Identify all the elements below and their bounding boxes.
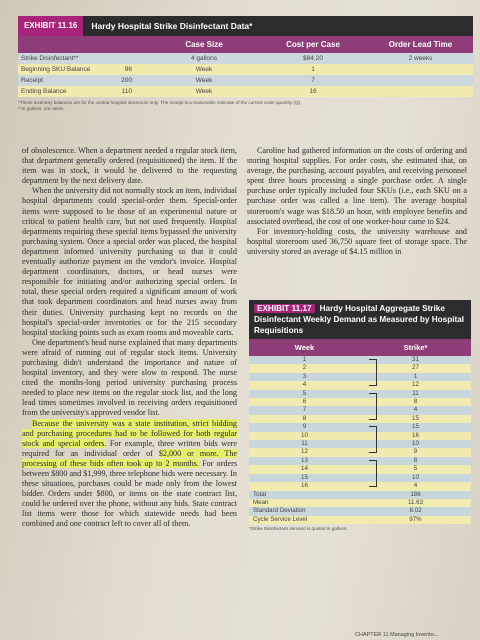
- table-row: [249, 482, 471, 490]
- summary-label: Mean: [249, 499, 360, 507]
- table-header: Week: [249, 339, 360, 356]
- row-label: Beginning SKU Balance: [18, 64, 98, 75]
- table-row: [249, 432, 471, 440]
- table-row: [18, 75, 473, 86]
- week-cell: 1: [249, 356, 360, 364]
- week-cell: 4: [249, 381, 360, 389]
- strike-cell: 31: [360, 356, 471, 364]
- strike-cell: 15: [360, 415, 471, 423]
- table-row: [249, 364, 471, 372]
- summary-value: 97%: [360, 516, 471, 524]
- summary-label: Cycle Service Level: [249, 516, 360, 524]
- table-header-row: [249, 339, 471, 356]
- week-cell: 15: [249, 474, 360, 482]
- table-row: [249, 356, 471, 364]
- exhibit-11-17-title: Hardy Hospital Aggregate Strike Disinfectant Weekly Demand as Measured by Hospital Requisitions: [254, 304, 465, 335]
- table-header: Strike*: [360, 339, 471, 356]
- table-header: Case Size: [150, 36, 258, 53]
- exhibit-11-17-table: [249, 339, 471, 524]
- summary-label: Standard Deviation: [249, 507, 360, 515]
- page-footer: CHAPTER 11 Managing Invento...: [355, 632, 439, 638]
- exhibit-11-17-tag: EXHIBIT 11.17: [254, 304, 315, 313]
- strike-cell: 27: [360, 364, 471, 372]
- strike-cell: 15: [360, 423, 471, 431]
- strike-cell: 10: [360, 474, 471, 482]
- table-cell: 16: [258, 86, 368, 97]
- strike-cell: 11: [360, 390, 471, 398]
- week-cell: 5: [249, 390, 360, 398]
- paragraph: Caroline had gathered information on the costs of ordering and storing hospital supplies. For order costs, she estimated that, on average, the purchasing, account payables, and receiving personnel spent three hours processing a single purchase order. A single purchase order typically included four SKUs (i.e., each SKU on a purchase order was called a line item). The average hospital storeroom's wage was $18.50 an hour, with employee benefits and associated overhead, the cost of one worker-hour came to $24.: [247, 146, 467, 226]
- exhibit-11-17-footnote: *Strike Disinfectant demand is quoted in gallons.: [249, 526, 348, 532]
- footnote-line: *These inventory balances are for the central hospital storeroom only. The receipt is a reasonable estimate of the current order quantity (Q).: [18, 100, 302, 105]
- table-row: [249, 373, 471, 381]
- table-cell: $84.20: [258, 53, 368, 64]
- week-cell: 7: [249, 406, 360, 414]
- strike-cell: 8: [360, 457, 471, 465]
- week-cell: 3: [249, 373, 360, 381]
- table-row: [249, 474, 471, 482]
- summary-row: [249, 516, 471, 524]
- table-row: [249, 381, 471, 389]
- strike-cell: 4: [360, 482, 471, 490]
- summary-value: 11.63: [360, 499, 471, 507]
- bracket-mark: [369, 426, 377, 453]
- table-row: [249, 440, 471, 448]
- table-cell: 200: [98, 75, 150, 86]
- exhibit-11-17: [249, 300, 471, 531]
- paragraph: of obsolescence. When a department needed a regular stock item, that department generally ordered (requisitioned) the item. If the item was in stock, it would be delivered to the requesting department by the next delivery date.: [22, 146, 237, 186]
- strike-cell: 12: [360, 381, 471, 389]
- table-cell: 4 gallons: [150, 53, 258, 64]
- table-cell: [368, 64, 473, 75]
- summary-label: Total: [249, 491, 360, 499]
- table-row: [18, 86, 473, 97]
- exhibit-11-17-header: [249, 300, 471, 339]
- exhibit-11-16-footnote: [18, 100, 473, 112]
- bracket-mark: [369, 393, 377, 420]
- text-span: For example, three written bids were required for an individual order of: [22, 438, 237, 458]
- bracket-mark: [369, 359, 377, 386]
- week-cell: 6: [249, 398, 360, 406]
- strike-cell: 16: [360, 432, 471, 440]
- table-row: [249, 398, 471, 406]
- week-cell: 12: [249, 448, 360, 456]
- table-header-row: [18, 36, 473, 53]
- table-cell: [98, 53, 150, 64]
- summary-value: 186: [360, 491, 471, 499]
- row-label: Strike Disinfectant**: [18, 53, 98, 64]
- table-row: [249, 415, 471, 423]
- exhibit-11-16: [18, 16, 473, 112]
- strike-cell: 9: [360, 448, 471, 456]
- bracket-mark: [369, 460, 377, 487]
- paragraph: When the university did not normally stock an item, individual hospital departments could special-order them. Special-order items were supposed to be those of an experimental nature or critical to patient health care, but not used frequently. Hospital departments requiring these special items bypassed the university purchasing system. Once a special order was placed, the hospital department informed university purchasing so that it could eventually authorize payment on the vendor's invoice. Hospital department coordinators, doctors, or head nurses were responsible for initiating and/or authorizing special orders. In total, these special orders required a significant amount of work that took department coordinators and head nurses away from their duties. University purchasing kept no records on the hospital's special-order inventories or for the 215 secondary hospital stocking points such as exam rooms and moveable carts.: [22, 186, 237, 337]
- summary-row: [249, 507, 471, 515]
- strike-cell: 1: [360, 373, 471, 381]
- paragraph: One department's head nurse explained that many departments were afraid of running out of regular stock items. University purchasing didn't understand the importance and nature of hospital inventory, and they were slow to respond. The nurse cited the months-long period university purchasing process needed to place new items on the regular stock list, and the long lead times sometimes involved in receiving orders requisitioned from the university's approved vendor list.: [22, 337, 237, 418]
- week-cell: 9: [249, 423, 360, 431]
- highlighted-text: $2,000 or more. The processing of these bids often took up to 2 months.: [22, 448, 237, 468]
- row-label: Receipt: [18, 75, 98, 86]
- table-cell: 96: [98, 64, 150, 75]
- table-row: [249, 448, 471, 456]
- table-cell: [368, 75, 473, 86]
- strike-cell: 8: [360, 398, 471, 406]
- week-cell: 13: [249, 457, 360, 465]
- summary-row: [249, 499, 471, 507]
- table-cell: Week: [150, 64, 258, 75]
- table-row: [249, 465, 471, 473]
- paragraph: [22, 419, 237, 530]
- exhibit-11-16-tag: EXHIBIT 11.16: [18, 16, 83, 36]
- table-row: [249, 423, 471, 431]
- right-column-text: [247, 146, 467, 257]
- week-cell: 2: [249, 364, 360, 372]
- summary-row: [249, 491, 471, 499]
- week-cell: 11: [249, 440, 360, 448]
- week-cell: 8: [249, 415, 360, 423]
- row-label: Ending Balance: [18, 86, 98, 97]
- table-cell: Week: [150, 86, 258, 97]
- strike-cell: 5: [360, 465, 471, 473]
- table-row: [249, 406, 471, 414]
- highlighted-text: Because the university was a state institution, strict bidding and purchasing procedures had to be followed for both regular stock and special orders.: [22, 418, 237, 448]
- week-cell: 16: [249, 482, 360, 490]
- exhibit-11-16-title: Hardy Hospital Strike Disinfectant Data*: [91, 21, 253, 31]
- text-span: For orders between $800 and $1,999, three telephone bids were necessary. In these situations, purchases could be made only from the lowest bidder. Orders under $800, or items on the state contract list, could be ordered over the phone, without any bids. State contract list items were those for which statewide needs had been combined and one contract left to cover all of them.: [22, 458, 237, 529]
- strike-cell: 10: [360, 440, 471, 448]
- table-header: Order Lead Time: [368, 36, 473, 53]
- table-header: [18, 36, 150, 53]
- table-row: [18, 53, 473, 64]
- strike-cell: 4: [360, 406, 471, 414]
- table-row: [18, 64, 473, 75]
- footnote-line: **In gallons, not cases.: [18, 106, 65, 111]
- table-row: [249, 390, 471, 398]
- table-cell: [368, 86, 473, 97]
- table-row: [249, 457, 471, 465]
- week-cell: 10: [249, 432, 360, 440]
- table-header: Cost per Case: [258, 36, 368, 53]
- table-cell: 110: [98, 86, 150, 97]
- paragraph: For inventory-holding costs, the university warehouse and hospital storeroom used 36,750 square feet of storage space. The university stored an average of $4.15 million in: [247, 226, 467, 256]
- exhibit-11-16-table: [18, 36, 473, 97]
- table-cell: 7: [258, 75, 368, 86]
- exhibit-11-16-header: [18, 16, 473, 36]
- left-column-text: [22, 146, 237, 530]
- table-cell: 2 weeks: [368, 53, 473, 64]
- summary-value: 8.02: [360, 507, 471, 515]
- week-cell: 14: [249, 465, 360, 473]
- table-cell: Week: [150, 75, 258, 86]
- table-cell: 1: [258, 64, 368, 75]
